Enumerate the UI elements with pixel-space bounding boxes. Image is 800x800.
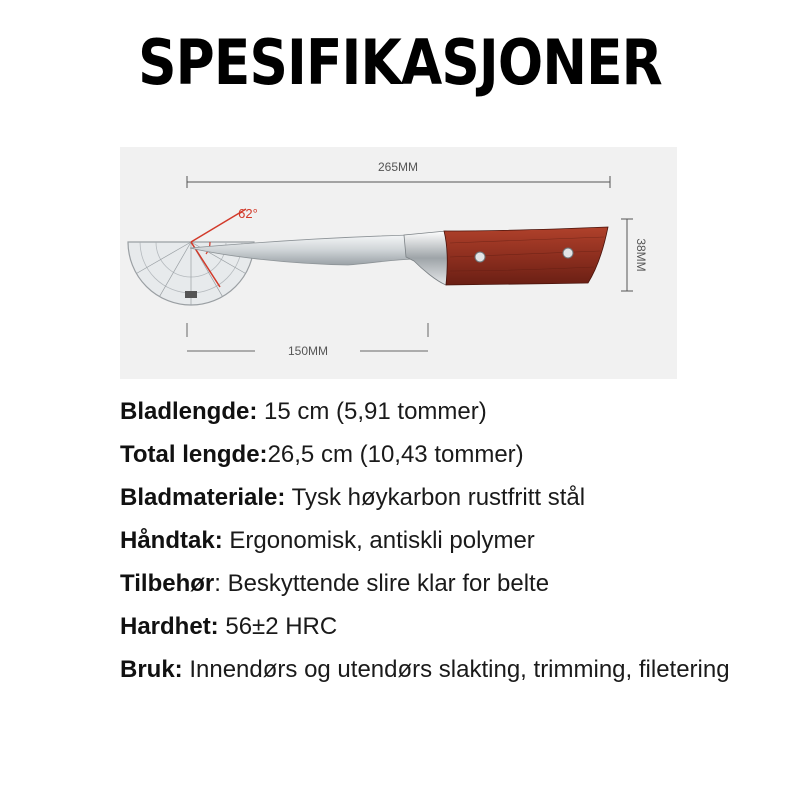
spec-row (120, 656, 760, 683)
spec-value: : Beskyttende slire klar for belte (214, 570, 550, 597)
page-title: SPESIFIKASJONER (138, 26, 662, 99)
knife-illustration (120, 147, 677, 379)
spec-value: Ergonomisk, antiskli polymer (222, 527, 535, 554)
spec-row (120, 570, 760, 597)
spec-row (120, 441, 760, 468)
spec-key: Tilbehør (120, 570, 215, 597)
spec-row (120, 613, 760, 640)
spec-key: Total lengde: (120, 441, 268, 468)
spec-row (120, 398, 760, 425)
spec-value: 56±2 HRC (218, 613, 338, 640)
spec-row (120, 527, 760, 554)
total-length-dimension (187, 176, 610, 188)
spec-value: 26,5 cm (10,43 tommer) (267, 441, 524, 468)
handle-rivet (563, 248, 573, 258)
spec-row (120, 484, 760, 511)
spec-value: Tysk høykarbon rustfritt stål (285, 484, 586, 511)
spec-value: Innendørs og utendørs slakting, trimming, filetering (182, 656, 730, 683)
total-length-label: 265MM (377, 160, 419, 174)
spec-key: Bruk: (120, 656, 183, 683)
spec-key: Bladmateriale: (120, 484, 286, 511)
height-dimension (621, 219, 633, 291)
knife-bolster (404, 231, 448, 285)
spec-value: 15 cm (5,91 tommer) (257, 398, 487, 425)
handle-rivet (475, 252, 485, 262)
blade-length-label: 150MM (287, 344, 329, 358)
angle-label: 62° (238, 206, 258, 221)
height-label: 38MM (634, 238, 648, 272)
spec-key: Hardhet: (120, 613, 219, 640)
spec-key: Bladlengde: (120, 398, 258, 425)
spec-key: Håndtak: (120, 527, 223, 554)
spec-list (120, 398, 760, 699)
